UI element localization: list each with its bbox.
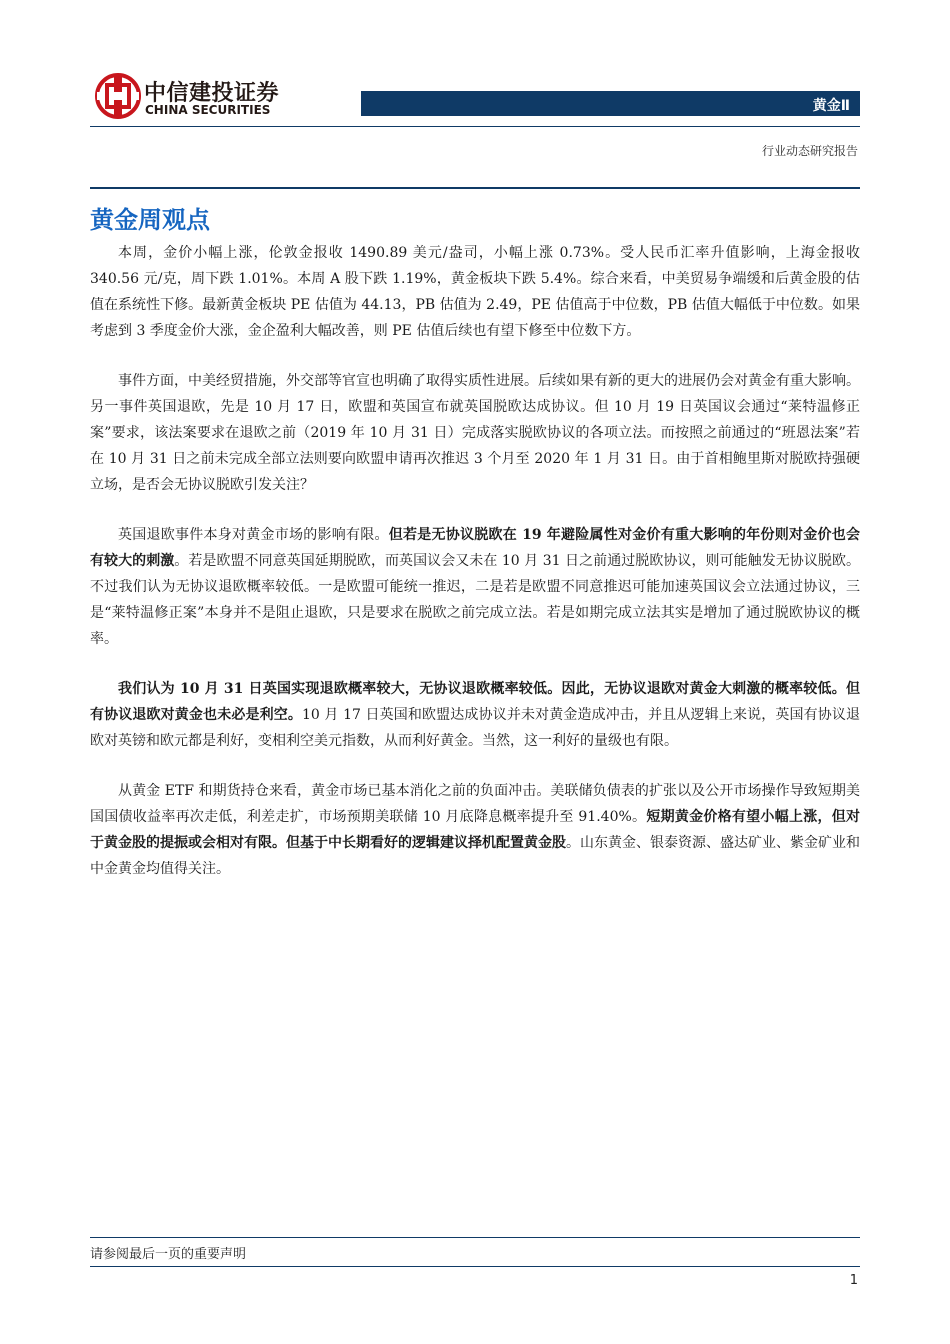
section-label: 黄金Ⅱ bbox=[812, 98, 850, 114]
citic-logo-icon bbox=[94, 72, 142, 120]
paragraph-text: 10 月 17 日英国和欧盟达成协议并未对黄金造成冲击，并且从逻辑上来说，英国有协议退欧对英镑和欧元都是利好，变相利空美元指数，从而利好黄金。当然，这一利好的量级也有限。 bbox=[90, 707, 861, 749]
report-type-label: 行业动态研究报告 bbox=[761, 144, 858, 158]
article-body bbox=[90, 240, 860, 906]
logo-english-name: CHINA SECURITIES bbox=[145, 103, 271, 117]
section-header-bar bbox=[361, 91, 860, 116]
paragraph-text: 。若是欧盟不同意英国延期脱欧，而英国议会又未在 10 月 31 日之前通过脱欧协议，则可能触发无协议脱欧。不过我们认为无协议退欧概率较低。一是欧盟可能统一推迟，二是若是欧盟不同意推迟可能加速英国议会立法通过协议，三是“莱特温修正案”本身并不是阻止退欧，只是要求在脱欧之前完成立法。若是如期完成立法其实是增加了通过脱欧协议的概率。 bbox=[90, 553, 861, 647]
footer-divider bbox=[90, 1237, 860, 1238]
paragraph-text: 事件方面，中美经贸措施，外交部等官宣也明确了取得实质性进展。后续如果有新的更大的进展仍会对黄金有重大影响。另一事件英国退欧，先是 10 月 17 日，欧盟和英国宣布就英国脱欧达成协议。但 10 月 19 日英国议会通过“莱特温修正案”要求，该法案要求在退欧之前（2019 年 10 月 31 日）完成落实脱欧协议的各项立法。而按照之前通过的“班恩法案”若在 10 月 31 日之前未完成全部立法则要向欧盟申请再次推迟 3 个月至 2020 年 1 月 31 日。由于首相鲍里斯对脱欧持强硬立场，是否会无协议脱欧引发关注？ bbox=[90, 373, 860, 493]
paragraph-bold-text: 但若是无协议脱欧在 19 年避险属性对金价有重大影响的年份则对金价也会有较大的刺激 bbox=[90, 527, 861, 569]
paragraph-bold-text: 短期黄金价格有望小幅上涨，但对于黄金股的提振或会相对有限。但基于中长期看好的逻辑建议择机配置黄金股 bbox=[90, 809, 861, 851]
logo-chinese-name: 中信建投证券 bbox=[144, 81, 280, 106]
company-logo bbox=[94, 72, 309, 124]
page-title: 黄金周观点 bbox=[90, 206, 210, 234]
paragraph-text: 英国退欧事件本身对黄金市场的影响有限。 bbox=[118, 527, 389, 543]
header-divider bbox=[90, 126, 860, 127]
paragraph-4 bbox=[90, 676, 860, 754]
paragraph-5 bbox=[90, 778, 860, 882]
footer-divider-bottom bbox=[90, 1266, 860, 1267]
page-number: 1 bbox=[849, 1273, 858, 1288]
paragraph-bold-text: 我们认为 10 月 31 日英国实现退欧概率较大，无协议退欧概率较低。因此，无协议退欧对黄金大刺激的概率较低。但有协议退欧对黄金也未必是利空。 bbox=[90, 681, 860, 723]
disclaimer-note: 请参阅最后一页的重要声明 bbox=[90, 1247, 247, 1262]
paragraph-2 bbox=[90, 368, 860, 498]
paragraph-3 bbox=[90, 522, 860, 652]
paragraph-text: 。山东黄金、银泰资源、盛达矿业、紫金矿业和中金黄金均值得关注。 bbox=[90, 835, 860, 877]
paragraph-1 bbox=[90, 240, 860, 344]
paragraph-text: 从黄金 ETF 和期货持仓来看，黄金市场已基本消化之前的负面冲击。美联储负债表的扩张以及公开市场操作导致短期美国国债收益率再次走低，利差走扩，市场预期美联储 10 月底降息概率提升至 91.40%。 bbox=[90, 783, 860, 825]
paragraph-text: 本周，金价小幅上涨，伦敦金报收 1490.89 美元/盎司，小幅上涨 0.73%。受人民币汇率升值影响，上海金报收 340.56 元/克，周下跌 1.01%。本周 A 股下跌 1.19%，黄金板块下跌 5.4%。综合来看，中美贸易争端缓和后黄金股的估值在系统性下修。最新黄金板块 PE 估值为 44.13，PB 估值为 2.49，PE 估值高于中位数，PB 估值大幅低于中位数。如果考虑到 3 季度金价大涨，金企盈利大幅改善，则 PE 估值后续也有望下修至中位数下方。 bbox=[90, 245, 860, 339]
title-divider bbox=[90, 187, 860, 189]
